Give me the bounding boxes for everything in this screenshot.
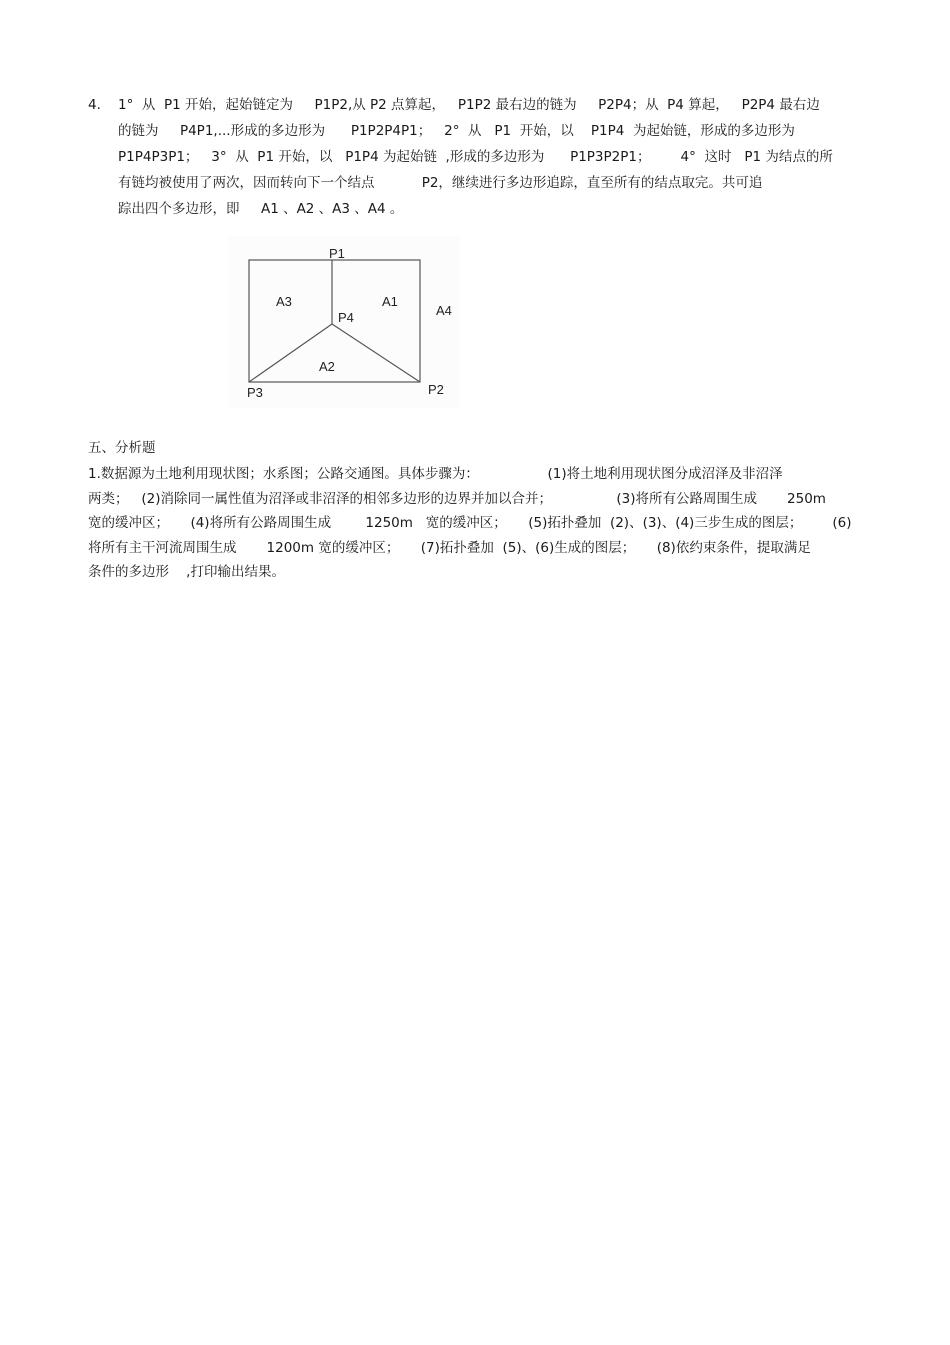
node-label-p3: P3 xyxy=(247,385,263,400)
text-line: 踪出四个多边形，即 A1 、A2 、A3 、A4 。 xyxy=(118,201,404,217)
area-label-a2: A2 xyxy=(319,359,335,374)
node-label-p4: P4 xyxy=(338,310,354,325)
text-line: P1P4P3P1； 3° 从 P1 开始，以 P1P4 为起始链 ,形成的多边形为 P1P3P2P1； 4° 这时 P1 为结点的所 xyxy=(118,149,833,165)
text-line: 的链为 P4P1,...形成的多边形为 P1P2P4P1； 2° 从 P1 开始，以 P1P4 为起始链，形成的多边形为 xyxy=(118,123,795,139)
text-line: 将所有主干河流周围生成 1200m 宽的缓冲区； (7)拓扑叠加 (5)、(6)生成的图层； (8)依约束条件，提取满足 xyxy=(88,539,811,556)
text-line: 1.数据源为土地利用现状图；水系图；公路交通图。具体步骤为： (1)将土地利用现状图分成沼泽及非沼泽 xyxy=(88,466,783,482)
text-line: 宽的缓冲区； (4)将所有公路周围生成 1250m 宽的缓冲区； (5)拓扑叠加 (2)、(3)、(4)三步生成的图层； (6) xyxy=(88,515,852,531)
analysis-answer-1 xyxy=(88,462,868,585)
node-label-p1: P1 xyxy=(329,246,345,261)
text-line: 条件的多边形 ,打印输出结果。 xyxy=(88,564,285,580)
item-number: 4. xyxy=(88,97,101,113)
node-label-p2: P2 xyxy=(428,382,444,397)
text-line: 1° 从 P1 开始，起始链定为 P1P2,从 P2 点算起， P1P2 最右边的链为 P2P4；从 P4 算起， P2P4 最右边 xyxy=(118,97,820,113)
text-line: 两类； (2)消除同一属性值为沼泽或非沼泽的相邻多边形的边界并加以合并； (3)将所有公路周围生成 250m xyxy=(88,490,826,507)
area-label-a1: A1 xyxy=(382,294,398,309)
text-line: 有链均被使用了两次，因而转向下一个结点 P2，继续进行多边形追踪，直至所有的结点取完。共可追 xyxy=(118,175,763,191)
area-label-a4: A4 xyxy=(436,303,452,318)
item-4-text xyxy=(118,92,868,222)
section-title: 五、分析题 xyxy=(88,440,156,456)
polygon-diagram-svg xyxy=(228,236,460,408)
polygon-diagram xyxy=(228,236,460,408)
area-label-a3: A3 xyxy=(276,294,292,309)
analysis-section xyxy=(88,436,868,585)
